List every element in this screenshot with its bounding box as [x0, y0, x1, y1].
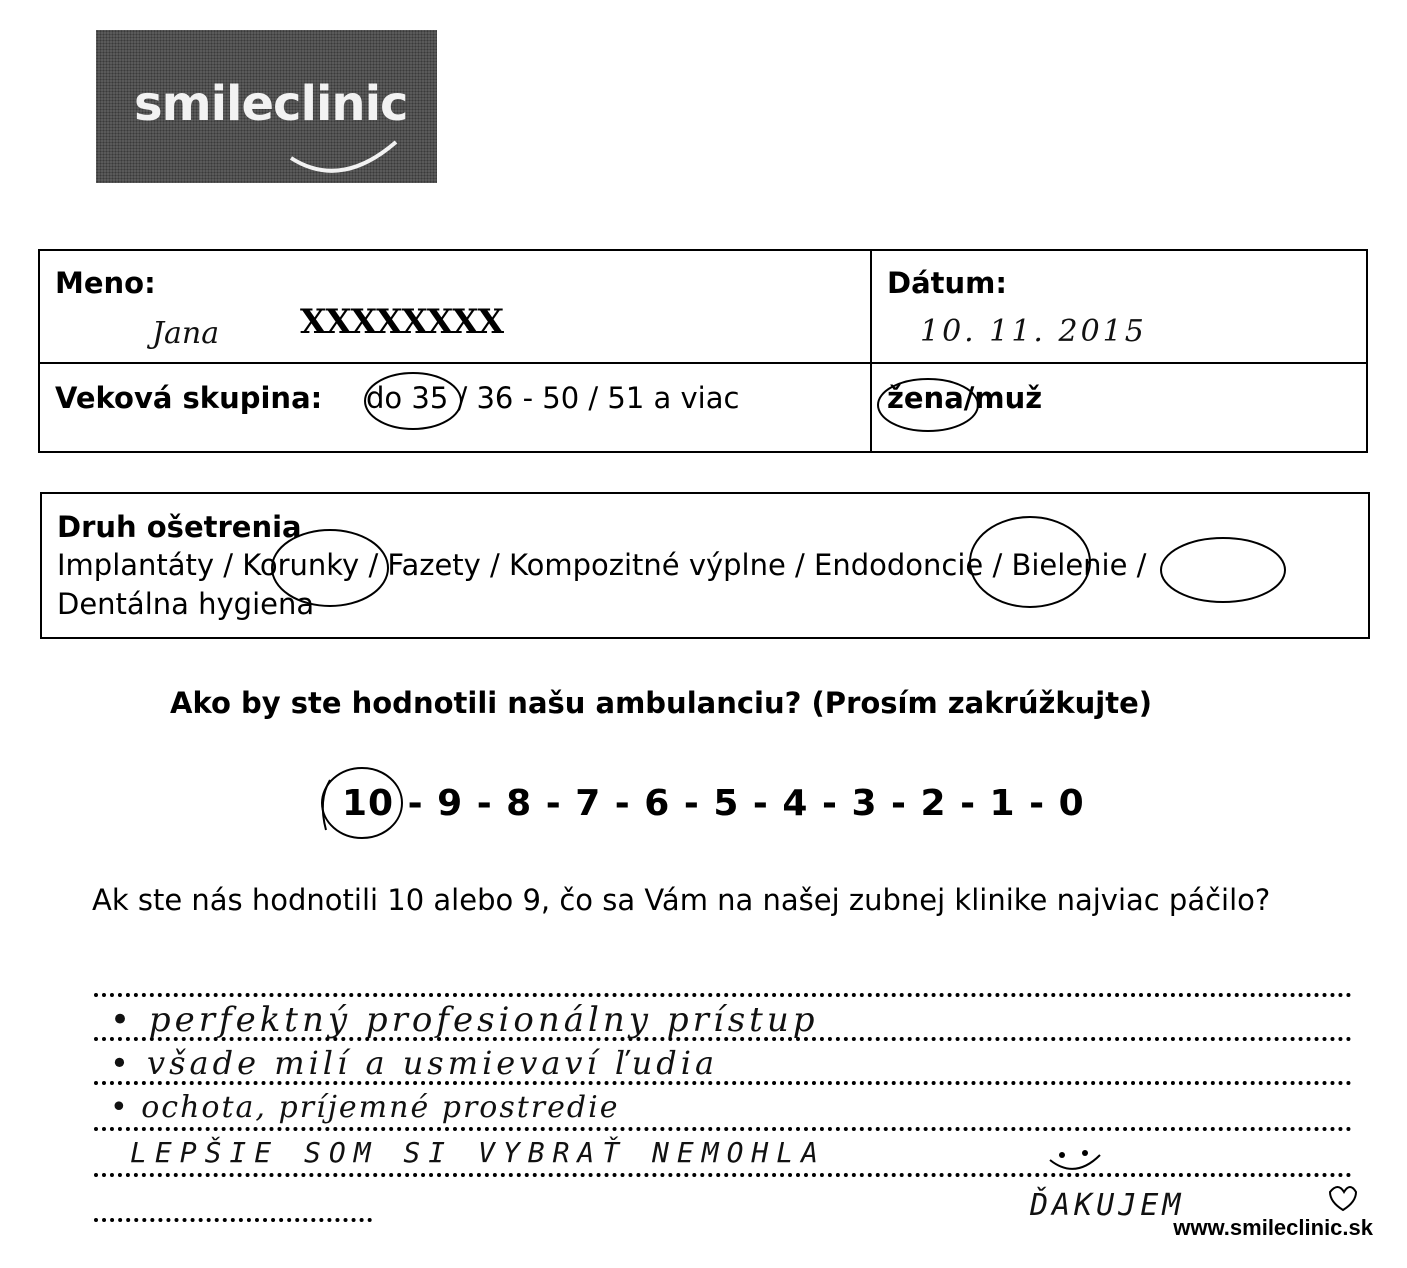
feedback-line-2: • všade milí a usmievaví ľudia — [110, 1044, 719, 1082]
feedback-line-4: LEPŠIE SOM SI VYBRAŤ NEMOHLA — [130, 1136, 827, 1169]
smiley-icon — [1050, 1150, 1100, 1169]
rating-mark-stroke — [323, 780, 330, 830]
treatment-label: Druh ošetrenia — [57, 510, 302, 544]
rating-question: Ako by ste hodnotili našu ambulanciu? (Prosím zakrúžkujte) — [170, 686, 1153, 720]
answer-line-6 — [94, 1218, 372, 1222]
logo-text: smileclinic — [134, 76, 408, 132]
signoff-handwritten: ĎAKUJEM — [1030, 1188, 1185, 1223]
age-group-label: Veková skupina: — [55, 381, 323, 415]
answer-line-5 — [94, 1173, 1352, 1177]
answer-line-1 — [94, 993, 1352, 997]
feedback-question: Ak ste nás hodnotili 10 alebo 9, čo sa Vám na našej zubnej klinike najviac páčilo? — [92, 883, 1271, 917]
heart-icon — [1330, 1187, 1356, 1210]
name-label: Meno: — [55, 266, 156, 300]
name-redacted: XXXXXXXX — [300, 302, 504, 342]
personal-info-box — [38, 249, 1368, 453]
clinic-logo — [96, 30, 437, 183]
date-label: Dátum: — [887, 266, 1007, 300]
treatment-options-line2: Dentálna hygiena — [57, 587, 315, 621]
rating-scale: 10 - 9 - 8 - 7 - 6 - 5 - 4 - 3 - 2 - 1 - 0 — [342, 783, 1085, 824]
treatment-options-line1: Implantáty / Korunky / Fazety / Kompozitné výplne / Endodoncie / Bielenie / — [57, 548, 1147, 582]
date-handwritten: 10. 11. 2015 — [920, 314, 1147, 349]
footer-url: www.smileclinic.sk — [1173, 1215, 1373, 1240]
vertical-divider — [870, 249, 872, 453]
answer-line-4 — [94, 1127, 1352, 1131]
gender-options: žena/muž — [887, 381, 1043, 415]
horizontal-divider — [38, 362, 1368, 364]
feedback-line-1: • perfektný profesionálny prístup — [110, 1000, 819, 1040]
feedback-line-3: • ochota, príjemné prostredie — [110, 1090, 620, 1125]
smile-icon — [96, 30, 437, 183]
name-first-handwritten: Jana — [152, 316, 220, 351]
age-group-options: do 35 / 36 - 50 / 51 a viac — [366, 381, 740, 415]
